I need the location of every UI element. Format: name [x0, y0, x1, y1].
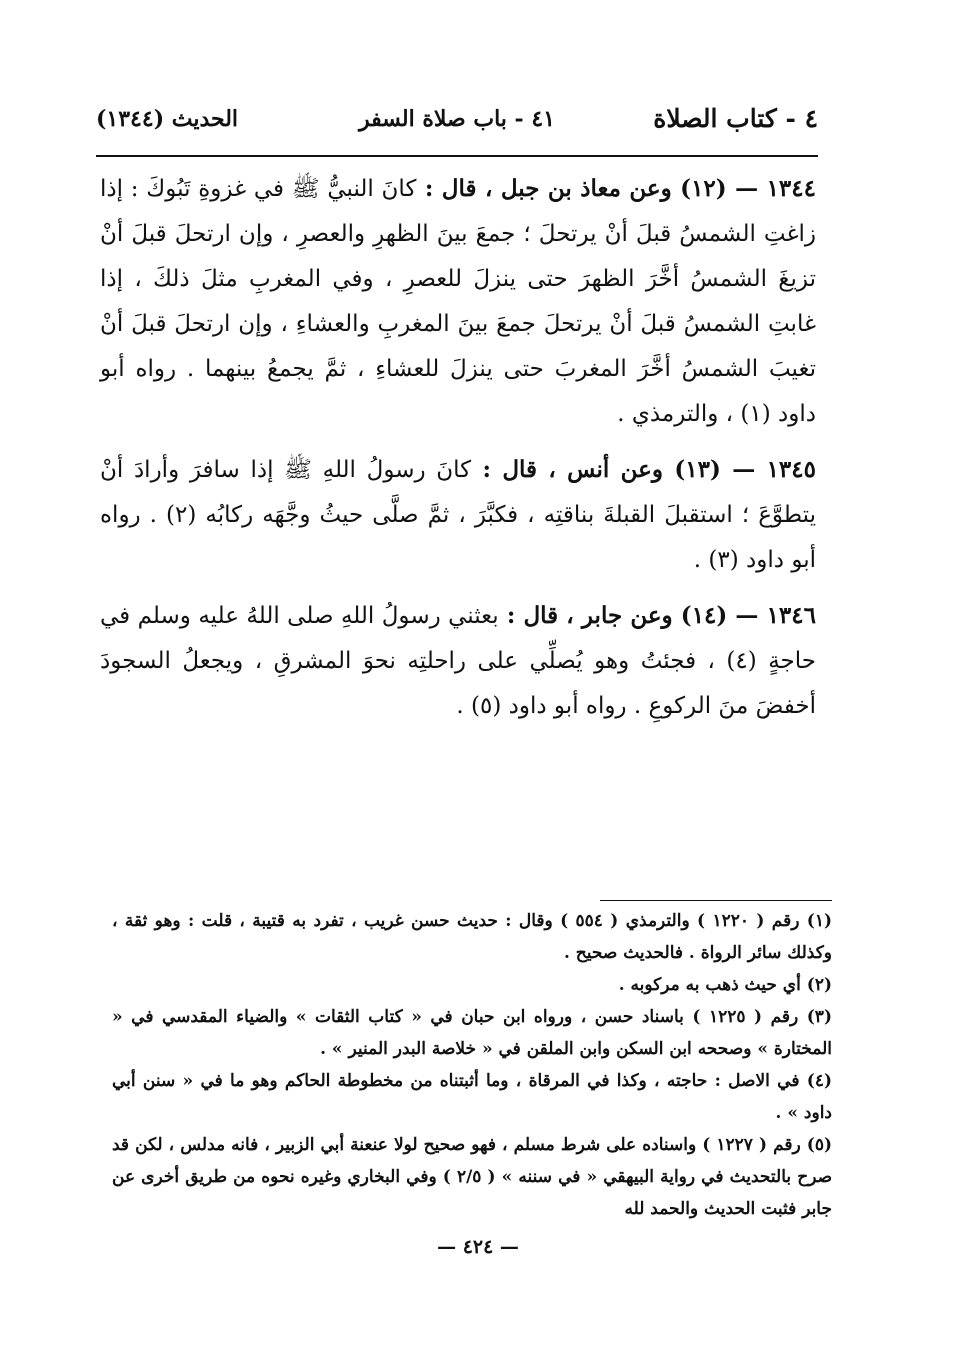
hadith-number: ١٣٤٦	[766, 602, 816, 629]
hadith-lead: — (١٢) وعن معاذ بن جبل ، قال :	[416, 175, 767, 202]
page-number: — ٤٢٤ —	[437, 1236, 519, 1258]
chapter-title: ٤١ - باب صلاة السفر	[359, 106, 555, 132]
hadith-text: كانَ النبيُّ ﷺ في غزوةِ تَبُوكَ : إذا زاغتِ الشمسُ قبلَ أنْ يرتحلَ ؛ جمعَ بينَ الظهرِ والعصرِ ، وإن ارتحلَ قبلَ أنْ تزيغَ الشمسُ أخَّرَ الظهرَ حتى ينزلَ للعصرِ ، وفي المغربِ مثلَ ذلكَ ، إذا غابتِ الشمسُ قبلَ أنْ يرتحلَ جمعَ بينَ المغربِ والعشاءِ ، وإن ارتحلَ قبلَ أنْ تغيبَ الشمسُ أخَّرَ المغربَ حتى ينزلَ للعشاءِ ، ثمَّ يجمعُ بينهما . رواه أبو داود (١) ، والترمذي .	[100, 176, 816, 427]
hadith-number: ١٣٤٥	[766, 456, 816, 483]
header-rule	[96, 155, 818, 157]
hadith-paragraph	[100, 166, 816, 437]
footnote: (٥) رقم ( ١٢٢٧ ) واسناده على شرط مسلم ، فهو صحيح لولا عنعنة أبي الزبير ، فانه مدلس ، لكن قد صرح بالتحديث في رواية البيهقي « في سننه » ( ٢/٥ ) وفي البخاري وغيره نحوه من طريق أخرى عن جابر فثبت الحديث والحمد لله	[112, 1135, 833, 1219]
hadith-text: كانَ رسولُ اللهِ ﷺ إذا سافرَ وأرادَ أنْ يتطوَّعَ ؛ استقبلَ القبلةَ بناقتِه ، فكبَّرَ ، ثمَّ صلَّى حيثُ وجَّهَه ركابُه (٢) . رواه أبو داود (٣) .	[100, 457, 817, 573]
hadith-paragraph	[100, 447, 816, 583]
hadith-text: بعثني رسولُ اللهِ صلى اللهُ عليه وسلم في حاجةٍ (٤) ، فجئتُ وهو يُصلِّي على راحلتِه نحوَ المشرقِ ، ويجعلُ السجودَ أخفضَ منَ الركوعِ . رواه أبو داود (٥) .	[100, 603, 816, 719]
footnote-rule	[600, 900, 832, 901]
footnote: (٣) رقم ( ١٢٢٥ ) باسناد حسن ، ورواه ابن حبان في « كتاب الثقات » والضياء المقدسي في « المختارة » وصححه ابن السكن وابن الملقن في « خلاصة البدر المنير » .	[112, 1007, 832, 1059]
footnote: (٢) أي حيث ذهب به مركوبه .	[618, 975, 832, 995]
book-title: ٤ - كتاب الصلاة	[653, 104, 818, 133]
hadith-paragraph	[100, 593, 816, 729]
hadith-lead: — (١٣) وعن أنس ، قال :	[471, 456, 767, 483]
page-header	[96, 100, 818, 150]
footnote: (١) رقم ( ١٢٢٠ ) والترمذي ( ٥٥٤ ) وقال : حديث حسن غريب ، تفرد به قتيبة ، قلت : وهو ثقة ، وكذلك سائر الرواة . فالحديث صحيح .	[112, 911, 833, 963]
hadith-number: ١٣٤٤	[766, 175, 816, 202]
hadith-reference: الحديث (١٣٤٤)	[96, 106, 239, 132]
footnote: (٤) في الاصل : حاجته ، وكذا في المرقاة ، وما أثبتناه من مخطوطة الحاكم وهو ما في « سنن أبي داود » .	[112, 1071, 832, 1123]
main-text	[100, 166, 816, 739]
hadith-lead: — (١٤) وعن جابر ، قال :	[498, 602, 767, 629]
footnotes	[112, 905, 832, 1225]
